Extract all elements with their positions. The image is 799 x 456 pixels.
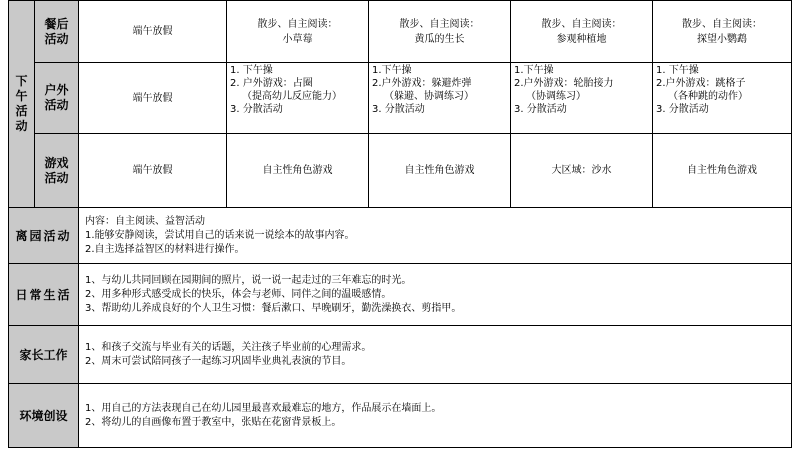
cell-outdoor-day2: 1. 下午操 2. 户外游戏：占圈 （提高幼儿反应能力） 3. 分散活动 (227, 63, 369, 134)
cell-after-meal-day4: 散步、自主阅读： 参观种植地 (511, 1, 653, 63)
cell-after-meal-day1: 端午放假 (79, 1, 227, 63)
content-parent-work: 1、和孩子交流与毕业有关的话题，关注孩子毕业前的心理需求。 2、周末可尝试陪同孩子一起练习巩固毕业典礼表演的节目。 (79, 326, 792, 384)
cell-outdoor-day1: 端午放假 (79, 63, 227, 134)
cell-after-meal-day2: 散步、自主阅读： 小草莓 (227, 1, 369, 63)
row-outdoor (9, 63, 792, 134)
row-after-meal (9, 1, 792, 63)
cell-game-day1: 端午放假 (79, 134, 227, 208)
cell-after-meal-day5: 散步、自主阅读： 探望小鹦鹉 (653, 1, 792, 63)
cell-game-day4: 大区域：沙水 (511, 134, 653, 208)
label-environment: 环境创设 (9, 384, 79, 448)
label-daily-life: 日常生活 (9, 264, 79, 326)
cell-game-day2: 自主性角色游戏 (227, 134, 369, 208)
content-environment: 1、用自己的方法表现自己在幼儿园里最喜欢最难忘的地方，作品展示在墙面上。 2、将幼儿的自画像布置于教室中，张贴在花窗背景板上。 (79, 384, 792, 448)
cell-outdoor-day3: 1.下午操 2.户外游戏：躲避炸弹 （躲避、协调练习） 3. 分散活动 (369, 63, 511, 134)
row-game (9, 134, 792, 208)
cell-game-day5: 自主性角色游戏 (653, 134, 792, 208)
content-leaving: 内容：自主阅读、益智活动 1.能够安静阅读，尝试用自己的话来说一说绘本的故事内容。 2.自主选择益智区的材料进行操作。 (79, 208, 792, 264)
cell-after-meal-day3: 散步、自主阅读： 黄瓜的生长 (369, 1, 511, 63)
row-environment (9, 384, 792, 448)
row-parent-work (9, 326, 792, 384)
label-leaving: 离园活动 (9, 208, 79, 264)
row-label-game: 游戏活动 (35, 134, 79, 208)
cell-outdoor-day5: 1. 下午操 2.户外游戏：跳格子 （各种跳的动作） 3. 分散活动 (653, 63, 792, 134)
cell-outdoor-day4: 1.下午操 2.户外游戏：轮胎接力 （协调练习） 3. 分散活动 (511, 63, 653, 134)
section-label-afternoon: 下午活动 (9, 1, 35, 208)
weekly-schedule-table (8, 0, 792, 448)
row-daily-life (9, 264, 792, 326)
row-leaving (9, 208, 792, 264)
row-label-after-meal: 餐后活动 (35, 1, 79, 63)
label-parent-work: 家长工作 (9, 326, 79, 384)
content-daily-life: 1、与幼儿共同回顾在园期间的照片，说一说一起走过的三年难忘的时光。 2、用多种形式感受成长的快乐，体会与老师、同伴之间的温暖感情。 3、帮助幼儿养成良好的个人卫生习惯：餐后漱口、早晚刷牙，勤洗澡换衣、剪指甲。 (79, 264, 792, 326)
cell-game-day3: 自主性角色游戏 (369, 134, 511, 208)
row-label-outdoor: 户外活动 (35, 63, 79, 134)
